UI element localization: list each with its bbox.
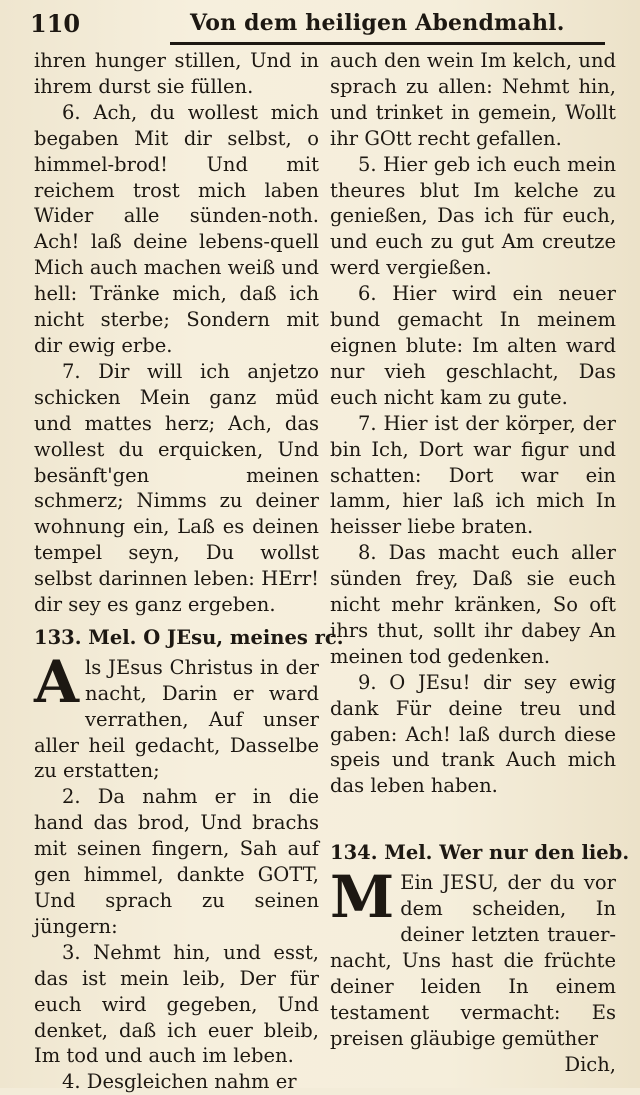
first-verse-text: Ein JESU, der du vor dem scheiden, In deiner letzten trauer-nacht, Uns hast die früchte deiner leiden In einem testament vermacht: Es preisen gläubige gemüther (330, 871, 616, 1050)
hymn-heading-133: 133. Mel. O JEsu, meines rc. (34, 625, 344, 649)
hymn-134-first-verse (330, 863, 616, 1051)
continuation-text: ihren hunger stillen, Und in ihrem durst sie füllen. (34, 49, 319, 98)
page-number: 110 (30, 8, 81, 38)
verse: 5. Hier geb ich euch mein theures blut Im kelche zu genießen, Das ich für euch, und euch zu gut Am creutze werd vergießen. (330, 152, 616, 280)
verse: 6. Ach, du wollest mich begaben Mit dir selbst, o himmel-brod! Und mit reichem trost mich laben Wider alle sünden-noth. Ach! laß deine lebens-quell Mich auch machen weiß und hell: Tränke mich, daß ich nicht sterbe; Sondern mit dir ewig erbe. (34, 100, 319, 357)
verse: 2. Da nahm er in die hand das brod, Und brachs mit seinen fingern, Sah auf gen himmel, dankte GOTT, Und sprach zu seinen jüngern: (34, 785, 319, 938)
drop-cap: M (330, 863, 395, 932)
header-rule (170, 42, 605, 45)
right-column (330, 48, 630, 1077)
left-column (34, 48, 344, 1095)
hymn-133-first-verse (34, 647, 319, 785)
first-verse-text: ls JEsus Christus in der nacht, Darin er ward verrathen, Auf unser aller heil gedacht, Dasselbe zu erstatten; (34, 655, 319, 783)
hymn-heading-134: 134. Mel. Wer nur den lieb. (330, 841, 630, 865)
continuation-text: auch den wein Im kelch, und sprach zu allen: Nehmt hin, und trinket in gemein, Wollt ihr GOtt recht gefallen. (330, 49, 616, 150)
spacer (330, 799, 616, 833)
verse: 3. Nehmt hin, und esst, das ist mein leib, Der für euch wird gegeben, Und denket, daß ich euer bleib, Im tod und auch im leben. (34, 940, 319, 1068)
verse: 6. Hier wird ein neuer bund gemacht In meinem eignen blute: Im alten ward nur vieh geschlacht, Das euch nicht kam zu gute. (330, 282, 616, 409)
running-head: Von dem heiligen Abendmahl. (190, 10, 565, 36)
page-header (30, 6, 610, 40)
verse: 7. Hier ist der körper, der bin Ich, Dort war figur und schatten: Dort war ein lamm, hier laß ich mich In heisser liebe braten. (330, 411, 616, 539)
drop-cap: A (34, 647, 80, 716)
verse: 9. O JEsu! dir sey ewig dank Für deine treu und gaben: Ach! laß durch diese speis und trank Auch mich das leben haben. (330, 670, 616, 798)
verse: 4. Desgleichen nahm er (62, 1070, 297, 1094)
verse: 7. Dir will ich anjetzo schicken Mein ganz müd und mattes herz; Ach, das wollest du erquicken, Und besänft'gen meinen schmerz; Nimms zu deiner wohnung ein, Laß es deinen tempel seyn, Du wollst selbst darinnen leben: HErr! dir sey es ganz ergeben. (34, 359, 319, 617)
catchword: Dich, (564, 1052, 616, 1076)
verse: 8. Das macht euch aller sünden frey, Daß sie euch nicht mehr kränken, So oft ihrs thut, sollt ihr dabey An meinen tod gedenken. (330, 541, 616, 668)
